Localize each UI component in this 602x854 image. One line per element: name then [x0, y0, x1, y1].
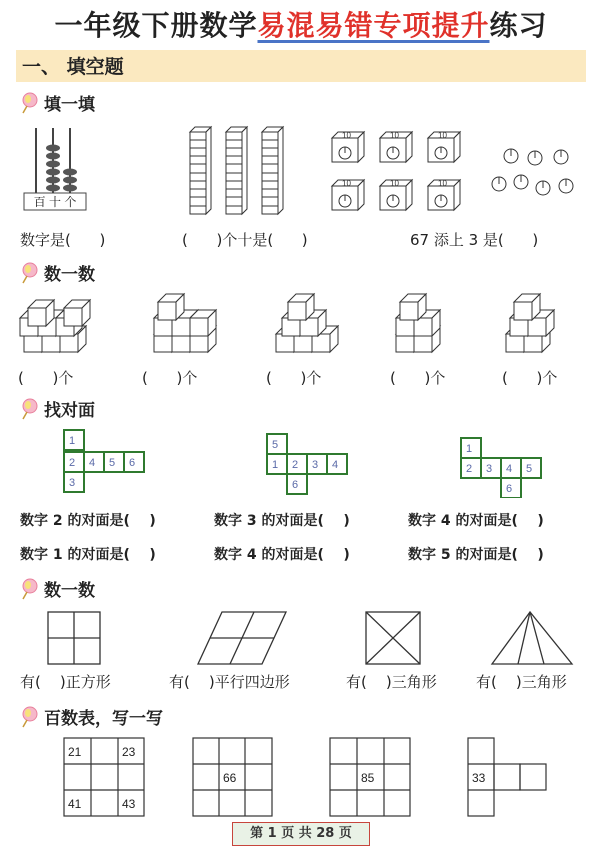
fill-q2: ( )个十是( ): [182, 231, 308, 249]
svg-text:1: 1: [466, 443, 473, 455]
svg-text:1: 1: [69, 435, 76, 447]
svg-text:10: 10: [342, 131, 351, 140]
svg-text:3: 3: [312, 459, 319, 471]
count-answer-1: ( )个: [18, 369, 74, 387]
opposite-q4: 数字 1 的对面是( ): [20, 547, 156, 563]
subsection-hundred-chart: 百数表，写一写: [20, 706, 163, 730]
page-footer: 第 1 页 共 28 页: [232, 822, 370, 846]
balloon-icon: [20, 92, 38, 114]
subsection-count-shapes: 数一数: [20, 578, 95, 602]
triangle-split: [492, 612, 572, 664]
cube-stack-1: [20, 300, 90, 352]
svg-text:33: 33: [472, 771, 486, 785]
balloon-icon: [20, 578, 38, 600]
svg-text:5: 5: [526, 463, 533, 475]
shape-answer-4: 有( )三角形: [476, 673, 567, 691]
svg-text:10: 10: [390, 131, 399, 140]
subsection-count-cubes: 数一数: [20, 262, 95, 286]
svg-text:10: 10: [438, 131, 447, 140]
page-title: 一年级下册数学易混易错专项提升练习: [54, 9, 548, 42]
balloon-icon: [20, 262, 38, 284]
svg-text:3: 3: [69, 477, 76, 489]
ten-boxes: [332, 132, 460, 210]
svg-text:10: 10: [342, 179, 351, 188]
shape-answer-3: 有( )三角形: [346, 673, 437, 691]
svg-text:6: 6: [129, 457, 136, 469]
svg-text:3: 3: [486, 463, 493, 475]
count-answer-2: ( )个: [142, 369, 198, 387]
cube-stack-5: [506, 294, 554, 352]
fill-q3: 67 添上 3 是( ): [410, 231, 539, 249]
svg-text:5: 5: [109, 457, 116, 469]
svg-text:4: 4: [332, 459, 339, 471]
svg-text:6: 6: [506, 483, 513, 495]
cube-nets: [0, 426, 602, 498]
cube-stack-4: [396, 294, 440, 352]
svg-text:5: 5: [272, 439, 279, 451]
svg-text:43: 43: [122, 797, 136, 811]
shape-answer-1: 有( )正方形: [20, 673, 111, 691]
svg-text:85: 85: [361, 771, 375, 785]
svg-text:41: 41: [68, 797, 82, 811]
abacus-label: 百 十 个: [33, 195, 77, 209]
svg-text:66: 66: [223, 771, 237, 785]
svg-text:6: 6: [292, 479, 299, 491]
cube-stacks: [16, 290, 586, 360]
fill-q1: 数字是( ): [20, 231, 106, 249]
cube-stack-2: [154, 294, 216, 352]
shape-answer-2: 有( )平行四边形: [169, 673, 290, 691]
square-grid: [48, 612, 100, 664]
count-answer-5: ( )个: [502, 369, 558, 387]
svg-text:10: 10: [438, 179, 447, 188]
svg-text:23: 23: [122, 745, 136, 759]
opposite-q6: 数字 5 的对面是( ): [408, 547, 544, 563]
subsection-fill-in: 填一填: [20, 92, 95, 116]
parallelogram-grid: [198, 612, 286, 664]
count-answer-3: ( )个: [266, 369, 322, 387]
balloon-icon: [20, 706, 38, 728]
subsection-opposite-face: 找对面: [20, 398, 95, 422]
square-diagonals: [366, 612, 420, 664]
abacus: [24, 128, 86, 210]
opposite-q5: 数字 4 的对面是( ): [214, 547, 350, 563]
opposite-q2: 数字 3 的对面是( ): [214, 513, 350, 529]
section-heading: 一、 填空题: [16, 50, 586, 82]
svg-text:21: 21: [68, 745, 82, 759]
svg-text:4: 4: [89, 457, 96, 469]
cube-stack-3: [276, 294, 338, 352]
fill-in-figures: [16, 118, 586, 222]
svg-text:4: 4: [506, 463, 513, 475]
balloon-icon: [20, 398, 38, 420]
hundred-chart-grids: [0, 736, 602, 818]
shape-figures: [0, 606, 602, 666]
svg-text:2: 2: [466, 463, 473, 475]
opposite-q3: 数字 4 的对面是( ): [408, 513, 544, 529]
unit-clocks: [492, 149, 573, 195]
opposite-q1: 数字 2 的对面是( ): [20, 513, 156, 529]
svg-text:2: 2: [69, 457, 76, 469]
svg-text:10: 10: [390, 179, 399, 188]
title-highlight: 易混易错专项提升: [257, 9, 490, 42]
svg-text:1: 1: [272, 459, 279, 471]
svg-text:2: 2: [292, 459, 299, 471]
count-answer-4: ( )个: [390, 369, 446, 387]
ten-rods: [190, 127, 283, 214]
